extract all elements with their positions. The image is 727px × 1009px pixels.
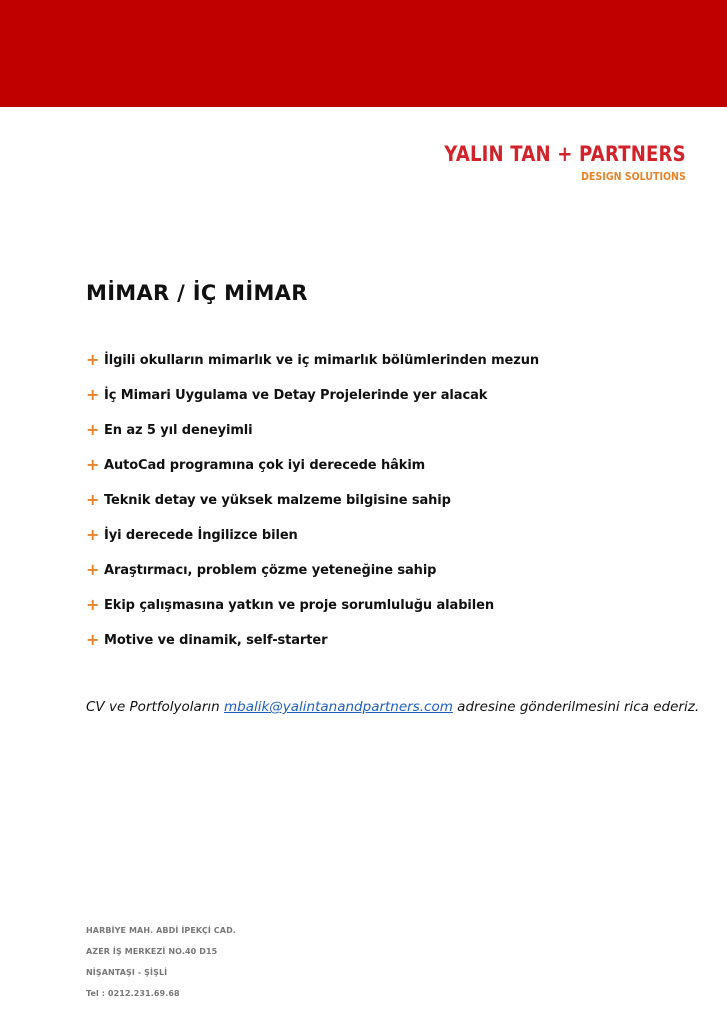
requirement-item bbox=[86, 526, 539, 561]
requirement-text: En az 5 yıl deneyimli bbox=[104, 423, 253, 438]
requirement-item bbox=[86, 386, 539, 421]
requirement-item bbox=[86, 456, 539, 491]
application-instruction bbox=[86, 699, 699, 715]
requirements-list bbox=[86, 351, 539, 666]
requirement-item bbox=[86, 596, 539, 631]
requirement-text: İlgili okulların mimarlık ve iç mimarlık bölümlerinden mezun bbox=[104, 353, 540, 368]
requirement-text: Teknik detay ve yüksek malzeme bilgisine sahip bbox=[104, 493, 451, 508]
company-tagline: DESIGN SOLUTIONS bbox=[581, 170, 686, 183]
requirement-text: Motive ve dinamik, self-starter bbox=[104, 633, 328, 648]
plus-icon: + bbox=[86, 630, 100, 649]
plus-icon: + bbox=[86, 490, 100, 509]
plus-icon: + bbox=[86, 455, 100, 474]
requirement-item bbox=[86, 561, 539, 596]
plus-icon: + bbox=[86, 595, 100, 614]
requirement-text: İç Mimari Uygulama ve Detay Projelerinde yer alacak bbox=[104, 388, 488, 403]
job-title: MİMAR / İÇ MİMAR bbox=[86, 281, 308, 305]
requirement-item bbox=[86, 491, 539, 526]
plus-icon: + bbox=[86, 420, 100, 439]
requirement-text: Araştırmacı, problem çözme yeteneğine sahip bbox=[104, 563, 437, 578]
address-line: HARBİYE MAH. ABDİ İPEKÇİ CAD. bbox=[86, 926, 236, 935]
address-line: AZER İŞ MERKEZİ NO.40 D15 bbox=[86, 947, 218, 956]
plus-icon: + bbox=[86, 350, 100, 369]
company-name: YALIN TAN + PARTNERS bbox=[444, 142, 686, 166]
company-address bbox=[86, 925, 236, 1009]
email-link[interactable]: mbalik@yalintanandpartners.com bbox=[223, 699, 453, 715]
address-line: NİŞANTAŞI - ŞİŞLİ bbox=[86, 968, 168, 977]
plus-icon: + bbox=[86, 385, 100, 404]
phone-line: Tel : 0212.231.69.68 bbox=[86, 989, 180, 998]
requirement-item bbox=[86, 631, 539, 666]
requirement-text: Ekip çalışmasına yatkın ve proje sorumluluğu alabilen bbox=[104, 598, 494, 613]
requirement-text: AutoCad programına çok iyi derecede hâkim bbox=[104, 458, 426, 473]
application-text-after: adresine gönderilmesini rica ederiz. bbox=[452, 699, 700, 715]
requirement-item bbox=[86, 421, 539, 456]
header-band bbox=[0, 0, 727, 107]
plus-icon: + bbox=[86, 560, 100, 579]
requirement-item bbox=[86, 351, 539, 386]
plus-icon: + bbox=[86, 525, 100, 544]
requirement-text: İyi derecede İngilizce bilen bbox=[104, 528, 298, 543]
company-logo bbox=[405, 141, 686, 184]
application-text-before: CV ve Portfolyoların bbox=[86, 699, 224, 715]
